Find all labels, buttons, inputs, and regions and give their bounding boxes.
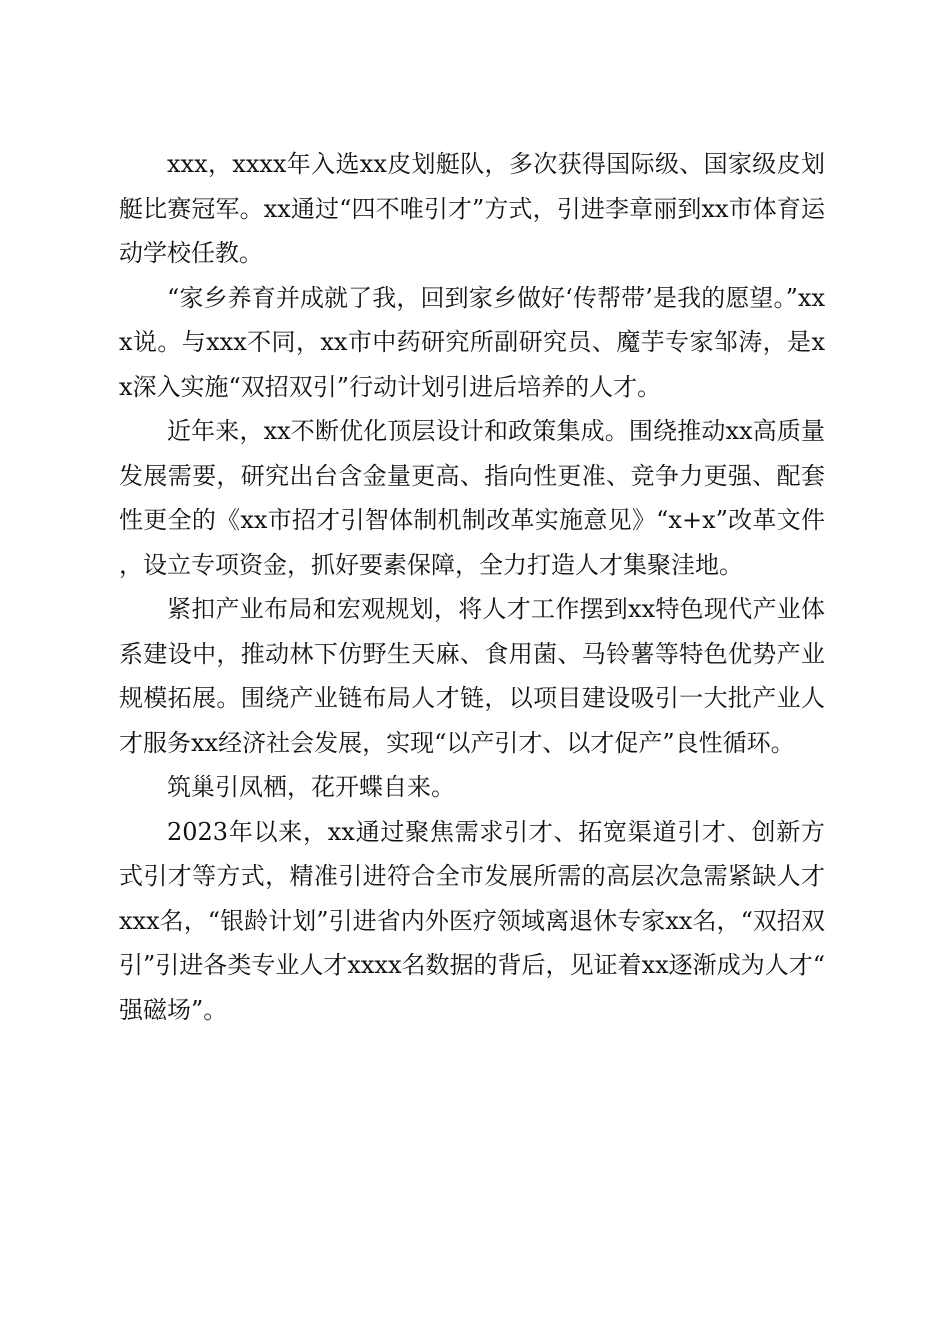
paragraph-6: 2023年以来，xx通过聚焦需求引才、拓宽渠道引才、创新方式引才等方式，精准引进符合全市发展所需的高层次急需紧缺人才xxx名，“银龄计划”引进省内外医疗领域离退休专家xx名，“双招双引”引进各类专业人才xxxx名数据的背后，见证着xx逐渐成为人才“强磁场”。 (119, 817, 825, 1024)
paragraph-4: 紧扣产业布局和宏观规划，将人才工作摆到xx特色现代产业体系建设中，推动林下仿野生天麻、食用菌、马铃薯等特色优势产业规模拓展。围绕产业链布局人才链，以项目建设吸引一大批产业人才服务xx经济社会发展，实现“以产引才、以才促产”良性循环。 (119, 595, 825, 757)
paragraph-1: xxx，xxxx年入选xx皮划艇队，多次获得国际级、国家级皮划艇比赛冠军。xx通过“四不唯引才”方式，引进李章丽到xx市体育运动学校任教。 (119, 150, 825, 267)
paragraph-5: 筑巢引凤栖，花开蝶自来。 (167, 773, 455, 801)
paragraph-3: 近年来，xx不断优化顶层设计和政策集成。围绕推动xx高质量发展需要，研究出台含金量更高、指向性更准、竞争力更强、配套性更全的《xx市招才引智体制机制改革实施意见》“x+x”改革文件，设立专项资金，抓好要素保障，全力打造人才集聚洼地。 (119, 417, 825, 579)
document-body (119, 142, 825, 1032)
paragraph-2: “家乡养育并成就了我，回到家乡做好‘传帮带’是我的愿望。”xxx说。与xxx不同，xx市中药研究所副研究员、魔芋专家邹涛，是xx深入实施“双招双引”行动计划引进后培养的人才。 (119, 283, 825, 401)
